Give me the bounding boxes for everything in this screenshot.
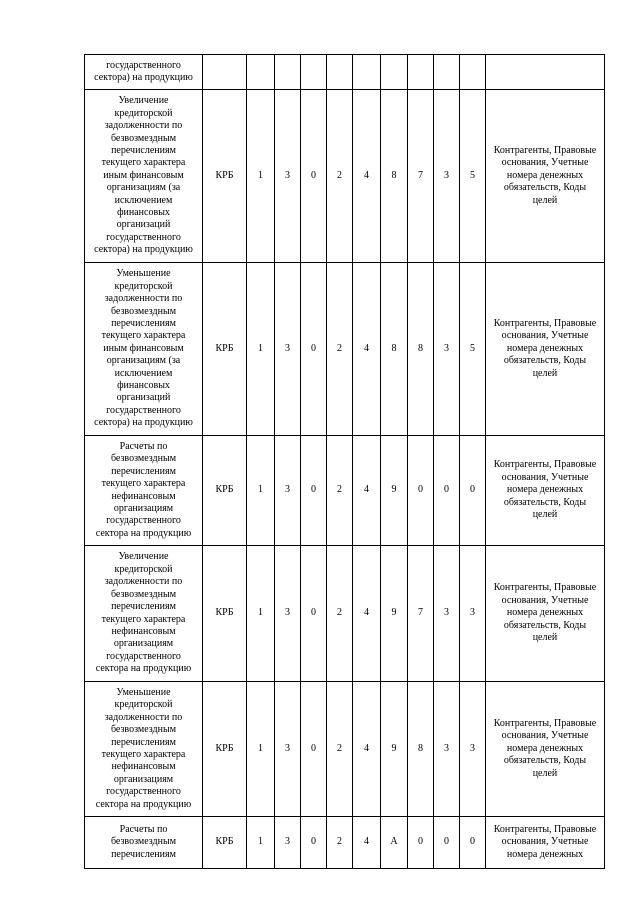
- digit-cell: 3: [434, 90, 460, 263]
- text-line: основания, Учетные: [501, 730, 589, 742]
- text-line: иным финансовым: [103, 342, 184, 354]
- text-line: кредиторской: [114, 699, 173, 711]
- analytics-cell: [486, 546, 605, 682]
- table-row: [85, 817, 605, 869]
- digit-cell: 3: [434, 546, 460, 682]
- text-line: безвозмездным: [110, 724, 177, 736]
- text-line: кредиторской: [114, 280, 173, 292]
- digit-cell: 2: [327, 682, 353, 817]
- text-line: обязательств, Коды: [503, 496, 587, 508]
- analytics-cell: [486, 55, 605, 90]
- digit-cell: 8: [408, 263, 434, 436]
- analytics-cell: [486, 817, 605, 869]
- text-line: безвозмездным: [110, 836, 177, 848]
- text-line: номера денежных: [506, 607, 584, 619]
- text-line: Контрагенты, Правовые: [493, 459, 597, 471]
- text-line: номера денежных: [506, 848, 584, 860]
- digit-cell: 1: [247, 90, 275, 263]
- text-line: основания, Учетные: [501, 157, 589, 169]
- text-line: текущего характера: [101, 330, 186, 342]
- text-line: перечислениям: [111, 465, 176, 477]
- text-line: сектора на продукцию: [95, 798, 192, 810]
- account-type-cell: КРБ: [203, 817, 247, 869]
- text-line: организациям: [113, 502, 174, 514]
- text-line: нефинансовым: [111, 490, 176, 502]
- digit-cell: 3: [275, 90, 301, 263]
- text-line: Увеличение: [118, 95, 169, 107]
- text-line: Контрагенты, Правовые: [493, 144, 597, 156]
- text-line: государственного: [106, 59, 181, 71]
- text-line: перечислениям: [111, 144, 176, 156]
- digit-cell: 0: [434, 817, 460, 869]
- text-line: организаций: [116, 392, 171, 404]
- digit-cell: 4: [353, 90, 381, 263]
- digit-cell: 0: [301, 546, 327, 682]
- digit-cell: 9: [381, 682, 408, 817]
- digit-cell: 9: [381, 436, 408, 546]
- text-line: безвозмездным: [110, 132, 177, 144]
- text-line: перечислениям: [111, 736, 176, 748]
- text-line: основания, Учетные: [501, 594, 589, 606]
- digit-cell: 3: [460, 682, 486, 817]
- digit-cell: 0: [408, 817, 434, 869]
- account-name-cell: [85, 90, 203, 263]
- text-line: номера денежных: [506, 342, 584, 354]
- account-name-cell: [85, 817, 203, 869]
- text-line: Контрагенты, Правовые: [493, 717, 597, 729]
- digit-cell: 3: [434, 682, 460, 817]
- text-line: перечислениям: [111, 601, 176, 613]
- account-type-cell: КРБ: [203, 263, 247, 436]
- text-line: Увеличение: [118, 551, 169, 563]
- text-line: целей: [532, 509, 558, 521]
- account-name-cell: [85, 436, 203, 546]
- digit-cell: [353, 55, 381, 90]
- table-body: [85, 55, 605, 869]
- digit-cell: 3: [434, 263, 460, 436]
- text-line: сектора) на продукцию: [94, 72, 193, 83]
- text-line: задолженности по: [104, 120, 183, 132]
- digit-cell: [408, 55, 434, 90]
- text-line: организациям: [113, 638, 174, 650]
- digit-cell: 2: [327, 817, 353, 869]
- text-line: нефинансовым: [111, 625, 176, 637]
- text-line: финансовых: [117, 380, 170, 392]
- digit-cell: [434, 55, 460, 90]
- digit-cell: [327, 55, 353, 90]
- text-line: сектора) на продукцию: [94, 417, 193, 429]
- account-name-cell: [85, 546, 203, 682]
- digit-cell: [460, 55, 486, 90]
- digit-cell: 7: [408, 546, 434, 682]
- digit-cell: 1: [247, 817, 275, 869]
- text-line: задолженности по: [104, 576, 183, 588]
- accounts-table: [84, 54, 605, 869]
- text-line: задолженности по: [104, 293, 183, 305]
- text-line: Контрагенты, Правовые: [493, 317, 597, 329]
- text-line: целей: [532, 632, 558, 644]
- digit-cell: 0: [460, 817, 486, 869]
- text-line: перечислениям: [111, 848, 176, 860]
- digit-cell: 3: [275, 263, 301, 436]
- text-line: организаций: [116, 219, 171, 231]
- digit-cell: 8: [408, 682, 434, 817]
- table-row: [85, 436, 605, 546]
- account-type-cell: КРБ: [203, 682, 247, 817]
- account-name-cell: [85, 55, 203, 90]
- digit-cell: 8: [381, 90, 408, 263]
- text-line: Уменьшение: [116, 686, 171, 698]
- text-line: текущего характера: [101, 749, 186, 760]
- text-line: сектора) на продукцию: [94, 244, 193, 256]
- text-line: целей: [532, 194, 558, 206]
- digit-cell: 1: [247, 546, 275, 682]
- table-row: [85, 55, 605, 90]
- text-line: безвозмездным: [110, 453, 177, 465]
- digit-cell: 2: [327, 546, 353, 682]
- digit-cell: 0: [301, 682, 327, 817]
- digit-cell: [247, 55, 275, 90]
- text-line: обязательств, Коды: [503, 182, 587, 194]
- analytics-cell: [486, 682, 605, 817]
- text-line: финансовых: [117, 207, 170, 219]
- digit-cell: 0: [301, 817, 327, 869]
- digit-cell: 4: [353, 817, 381, 869]
- digit-cell: 0: [434, 436, 460, 546]
- account-name-cell: [85, 263, 203, 436]
- account-name-cell: [85, 682, 203, 817]
- text-line: Контрагенты, Правовые: [493, 823, 597, 835]
- table-row: [85, 682, 605, 817]
- text-line: текущего характера: [101, 613, 186, 625]
- text-line: целей: [532, 367, 558, 379]
- text-line: организациям: [113, 773, 174, 785]
- analytics-cell: [486, 263, 605, 436]
- digit-cell: 0: [301, 263, 327, 436]
- text-line: государственного: [106, 231, 181, 243]
- digit-cell: 4: [353, 436, 381, 546]
- text-line: основания, Учетные: [501, 836, 589, 848]
- analytics-cell: [486, 90, 605, 263]
- digit-cell: 0: [408, 436, 434, 546]
- table-row: [85, 90, 605, 263]
- text-line: организациям (за: [106, 182, 181, 194]
- text-line: обязательств, Коды: [503, 755, 587, 767]
- text-line: номера денежных: [506, 484, 584, 496]
- digit-cell: 0: [301, 90, 327, 263]
- text-line: государственного: [106, 404, 181, 416]
- digit-cell: 0: [460, 436, 486, 546]
- table-row: [85, 546, 605, 682]
- text-line: перечислениям: [111, 317, 176, 329]
- text-line: безвозмездным: [110, 588, 177, 600]
- digit-cell: [301, 55, 327, 90]
- digit-cell: 3: [275, 817, 301, 869]
- text-line: Расчеты по: [119, 440, 168, 452]
- text-line: исключением: [114, 367, 173, 379]
- digit-cell: 2: [327, 263, 353, 436]
- account-type-cell: КРБ: [203, 436, 247, 546]
- text-line: обязательств, Коды: [503, 355, 587, 367]
- account-type-cell: КРБ: [203, 90, 247, 263]
- digit-cell: 2: [327, 436, 353, 546]
- text-line: исключением: [114, 194, 173, 206]
- text-line: сектора на продукцию: [95, 663, 192, 675]
- text-line: сектора на продукцию: [95, 527, 192, 539]
- digit-cell: 5: [460, 90, 486, 263]
- text-line: основания, Учетные: [501, 330, 589, 342]
- digit-cell: [381, 55, 408, 90]
- text-line: кредиторской: [114, 107, 173, 119]
- digit-cell: 1: [247, 263, 275, 436]
- digit-cell: 3: [460, 546, 486, 682]
- account-type-cell: [203, 55, 247, 90]
- text-line: Контрагенты, Правовые: [493, 582, 597, 594]
- digit-cell: 0: [301, 436, 327, 546]
- text-line: обязательств, Коды: [503, 619, 587, 631]
- text-line: государственного: [106, 786, 181, 798]
- digit-cell: 1: [247, 682, 275, 817]
- digit-cell: 4: [353, 546, 381, 682]
- digit-cell: 5: [460, 263, 486, 436]
- text-line: нефинансовым: [111, 761, 176, 773]
- text-line: безвозмездным: [110, 305, 177, 317]
- account-type-cell: КРБ: [203, 546, 247, 682]
- digit-cell: 3: [275, 436, 301, 546]
- table-row: [85, 263, 605, 436]
- text-line: государственного: [106, 515, 181, 527]
- digit-cell: 4: [353, 682, 381, 817]
- text-line: текущего характера: [101, 478, 186, 490]
- digit-cell: 9: [381, 546, 408, 682]
- text-line: текущего характера: [101, 157, 186, 169]
- digit-cell: 1: [247, 436, 275, 546]
- text-line: государственного: [106, 650, 181, 662]
- digit-cell: 2: [327, 90, 353, 263]
- digit-cell: 4: [353, 263, 381, 436]
- analytics-cell: [486, 436, 605, 546]
- digit-cell: 3: [275, 546, 301, 682]
- digit-cell: А: [381, 817, 408, 869]
- text-line: организациям (за: [106, 355, 181, 367]
- digit-cell: [275, 55, 301, 90]
- text-line: кредиторской: [114, 563, 173, 575]
- text-line: целей: [532, 767, 558, 779]
- text-line: Уменьшение: [116, 268, 171, 280]
- digit-cell: 3: [275, 682, 301, 817]
- text-line: номера денежных: [506, 169, 584, 181]
- text-line: основания, Учетные: [501, 471, 589, 483]
- text-line: Расчеты по: [119, 823, 168, 835]
- digit-cell: 7: [408, 90, 434, 263]
- digit-cell: 8: [381, 263, 408, 436]
- text-line: задолженности по: [104, 711, 183, 723]
- text-line: иным финансовым: [103, 169, 184, 181]
- text-line: номера денежных: [506, 742, 584, 754]
